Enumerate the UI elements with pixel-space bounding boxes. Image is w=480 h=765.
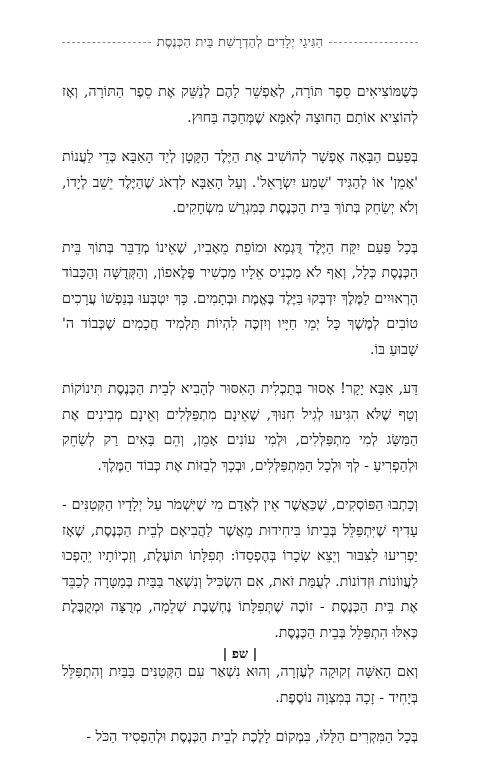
running-header [62, 34, 418, 50]
header-rule-right [329, 42, 418, 43]
paragraph: בְּכָל פַּעַם יִקַּח הַיֶּלֶד דֻּגְמָא וּמוֹפֵת מֵאָבִיו, שֶׁאֵינוֹ מְדַבֵּר בְּתוֹךְ בֵּית הַכְּנֶסֶת כְּלָל, וְאַף לֹא מַכְנִיס אֵלָיו מַכְשִׁיר פֶּלֶאפוֹן, וְהַקְּדֻשָּׁה וְהַכָּבוֹד הָרְאוּיִים לַמֶּלֶךְ יִדְבְּקוּ בַּיֶּלֶד בֶּאֱמֶת וּבְתָמִים. כָּךְ יִטְבְּעוּ בְּנַפְשׁוֹ עֲרָכִים טוֹבִים לְמֶשֶׁךְ כָּל יְמֵי חַיָּיו וְיִזְכֶּה לִהְיוֹת תַּלְמִיד חֲכָמִים שֶׁכְּבוֹד ה' שָׁבוּעַ בּוֹ. [62, 239, 418, 358]
paragraph: בְּפַעַם הַבָּאָה אֶפְשָׁר לְהוֹשִׁיב אֶת הַיֶּלֶד הַקָּטָן לְיַד הָאַבָּא כְּדֵי לַעֲנוֹת 'אָמֵן' אוֹ לְהַגִּיד 'שְׁמַע יִשְׂרָאֵל'. וְעַל הָאַבָּא לִדְאֹג שֶׁהַיֶּלֶד יֵשֵׁב לְיָדוֹ, וְלֹא יְשַׂחֵק בְּתוֹךְ בֵּית הַכְּנֶסֶת כְּמִגְרַשׁ מִשְׂחָקִים. [62, 149, 418, 216]
paragraph: כְּשֶׁמּוֹצִיאִים סֵפֶר תּוֹרָה, לְאַפְשֵׁר לָהֶם לְנַשֵּׁק אֶת סֵפֶר הַתּוֹרָה, וְאָז לְהוֹצִיא אוֹתָם הַחוּצָה לְאִמָּא שֶׁמְּחַכָּה בַּחוּץ. [62, 84, 418, 126]
paragraph: וְאִם הָאִשָּׁה זְקוּקָה לְעֶזְרָה, וְהוּא נִשְׁאַר עִם הַקְּטַנִּים בַּבַּיִת וְהִתְפַּלֵּל בְּיָחִיד - זָכָה בְּמִצְוָה נוֹסֶפֶת. [62, 664, 418, 706]
paragraph: דַּע, אַבָּא יָקָר! אָסוּר בְּתַכְלִית הָאִסּוּר לְהָבִיא לְבֵית הַכְּנֶסֶת תִּינוֹקוֹת וְטַף שֶׁלֹּא הִגִּיעוּ לְגִיל חִנּוּךְ, שֶׁאֵינָם מִתְפַּלְּלִים וְאֵינָם מְבִינִים אֶת הַמַּשָּׂג לְמִי מִתְפַּלְּלִים, וּלְמִי עוֹנִים אָמֵן, וְהֵם בָּאִים רַק לְשַׂחֵק וּלְהַפְרִיעַ - לְךָ וּלְכָל הַמִּתְפַּלְּלִים, וּבְכָךְ לְבַזּוֹת אֶת כְּבוֹד הַמֶּלֶךְ. [62, 381, 418, 474]
header-title: הַגִּיגֵי יְלָדִים לְהַדְרָשַׁת בֵּית הַכְּנֶסֶת [156, 35, 324, 50]
header-rule-left [62, 42, 151, 43]
page-number: | שפ | [222, 647, 258, 662]
paragraph: וְכָתְבוּ הַפּוֹסְקִים, שֶׁכַּאֲשֶׁר אֵין לְאָדָם מִי שֶׁיִּשְׁמֹר עַל יְלָדָיו הַקְּטַנִּים - עָדִיף שֶׁיִּתְפַּלֵּל בְּבֵיתוֹ בִּיחִידוּת מֵאֲשֶׁר לַהֲבִיאָם לְבֵית הַכְּנֶסֶת, שֶׁאָז יַפְרִיעוּ לַצִּבּוּר וְיֵצֵא שְׂכָרוֹ בְּהֶפְסֵדוֹ: תְּפִלָּתוֹ תּוֹעֶלֶת, וְזִכְיוֹתָיו יֵהָפְכוּ לַעֲווֹנוֹת וּזְדוֹנוֹת. לְעֻמַּת זֹאת, אִם הִשְׂכִּיל וְנִשְׁאַר בַּבַּיִת בְּמַטָּרָה לְכַבֵּד אֶת בֵּית הַכְּנֶסֶת - זוֹכֶה שֶׁתְּפִלָּתוֹ נֶחְשֶׁבֶת שְׁלֵמָה, מְרֻצָּה וּמְקֻבֶּלֶת כְּאִלּוּ הִתְפַּלֵּל בְּבֵית הַכְּנֶסֶת. [62, 497, 418, 641]
paragraph: בְּכָל הַמִּקְרִים הַלָּלוּ, בִּמְקוֹם לָלֶכֶת לְבֵית הַכְּנֶסֶת וּלְהַפְסִיד הַכֹּל - [86, 729, 418, 745]
